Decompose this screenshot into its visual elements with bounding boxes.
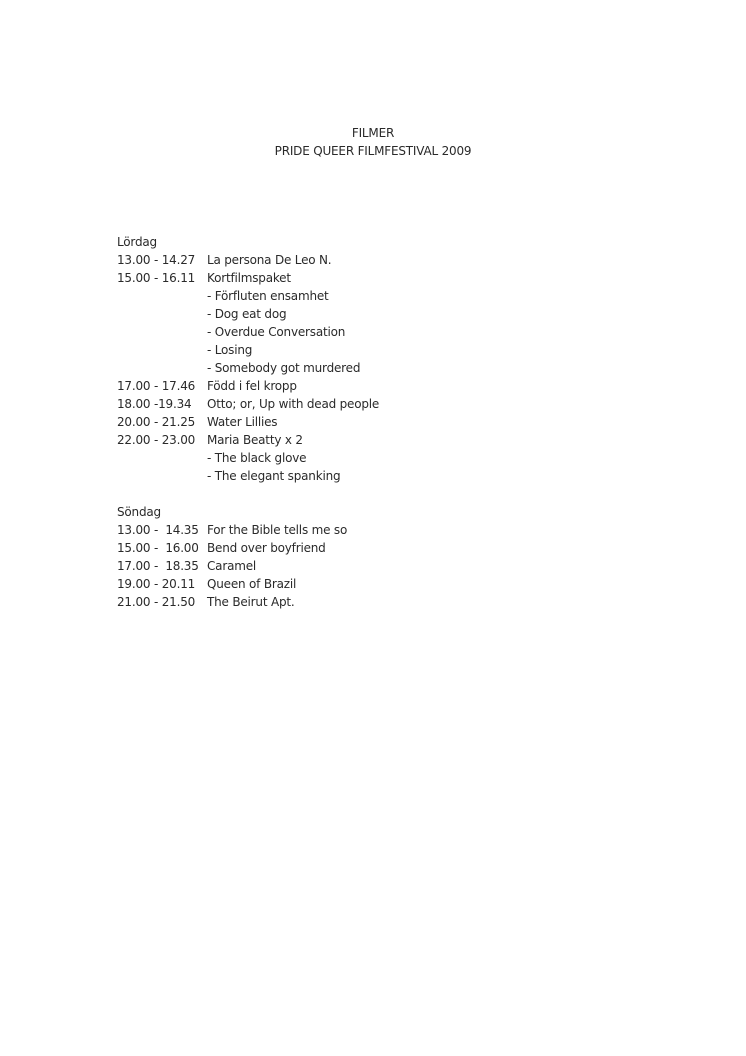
schedule-row xyxy=(117,449,379,467)
schedule-row xyxy=(117,557,379,575)
film-title: Född i fel kropp xyxy=(207,379,297,393)
schedule-row xyxy=(117,251,379,269)
screening-time: 22.00 - 23.00 xyxy=(117,433,196,447)
film-title: - Dog eat dog xyxy=(207,307,287,321)
schedule-row xyxy=(117,377,379,395)
screening-time: 15.00 - 16.11 xyxy=(117,271,196,285)
screening-time: 17.00 - 18.35 xyxy=(117,559,199,573)
schedule-row xyxy=(117,305,379,323)
schedule-row xyxy=(117,539,379,557)
schedule-row xyxy=(117,395,379,413)
schedule-row xyxy=(117,467,379,485)
schedule-row xyxy=(117,323,379,341)
schedule-row xyxy=(117,413,379,431)
screening-time xyxy=(117,305,207,323)
film-title: - Overdue Conversation xyxy=(207,325,346,339)
schedule-row xyxy=(117,287,379,305)
film-title: Queen of Brazil xyxy=(207,577,297,591)
day-heading xyxy=(117,233,379,251)
schedule-row xyxy=(117,593,379,611)
schedule-row xyxy=(117,521,379,539)
screening-time: 17.00 - 17.46 xyxy=(117,379,196,393)
header-subtitle: PRIDE QUEER FILMFESTIVAL 2009 xyxy=(274,144,472,158)
film-title: - Somebody got murdered xyxy=(207,361,361,375)
schedule-row xyxy=(117,575,379,593)
film-title: Water Lillies xyxy=(207,415,278,429)
screening-time: 20.00 - 21.25 xyxy=(117,415,196,429)
day-heading xyxy=(117,503,379,521)
screening-time: 18.00 -19.34 xyxy=(117,397,192,411)
film-title: The Beirut Apt. xyxy=(207,595,295,609)
film-title: - The black glove xyxy=(207,451,307,465)
film-title: Bend over boyfriend xyxy=(207,541,326,555)
film-title: Caramel xyxy=(207,559,257,573)
screening-time xyxy=(117,341,207,359)
day-block-lordag xyxy=(117,233,379,485)
schedule-row xyxy=(117,341,379,359)
film-title: La persona De Leo N. xyxy=(207,253,332,267)
day-block-sondag xyxy=(117,503,379,611)
day-name: Söndag xyxy=(117,505,161,519)
schedule-row xyxy=(117,269,379,287)
schedule xyxy=(117,233,379,611)
film-title: Kortfilmspaket xyxy=(207,271,291,285)
screening-time: 13.00 - 14.35 xyxy=(117,523,199,537)
schedule-row xyxy=(117,431,379,449)
screening-time xyxy=(117,287,207,305)
document-header xyxy=(0,124,746,160)
film-title: - Losing xyxy=(207,343,253,357)
screening-time xyxy=(117,467,207,485)
screening-time: 13.00 - 14.27 xyxy=(117,253,196,267)
film-title: - Förfluten ensamhet xyxy=(207,289,329,303)
schedule-row xyxy=(117,359,379,377)
film-title: - The elegant spanking xyxy=(207,469,341,483)
film-title: Maria Beatty x 2 xyxy=(207,433,303,447)
screening-time xyxy=(117,359,207,377)
screening-time xyxy=(117,449,207,467)
film-title: Otto; or, Up with dead people xyxy=(207,397,380,411)
day-name: Lördag xyxy=(117,235,157,249)
screening-time: 21.00 - 21.50 xyxy=(117,595,196,609)
film-title: For the Bible tells me so xyxy=(207,523,348,537)
screening-time: 15.00 - 16.00 xyxy=(117,541,199,555)
screening-time xyxy=(117,323,207,341)
screening-time: 19.00 - 20.11 xyxy=(117,577,196,591)
header-title: FILMER xyxy=(351,126,395,140)
